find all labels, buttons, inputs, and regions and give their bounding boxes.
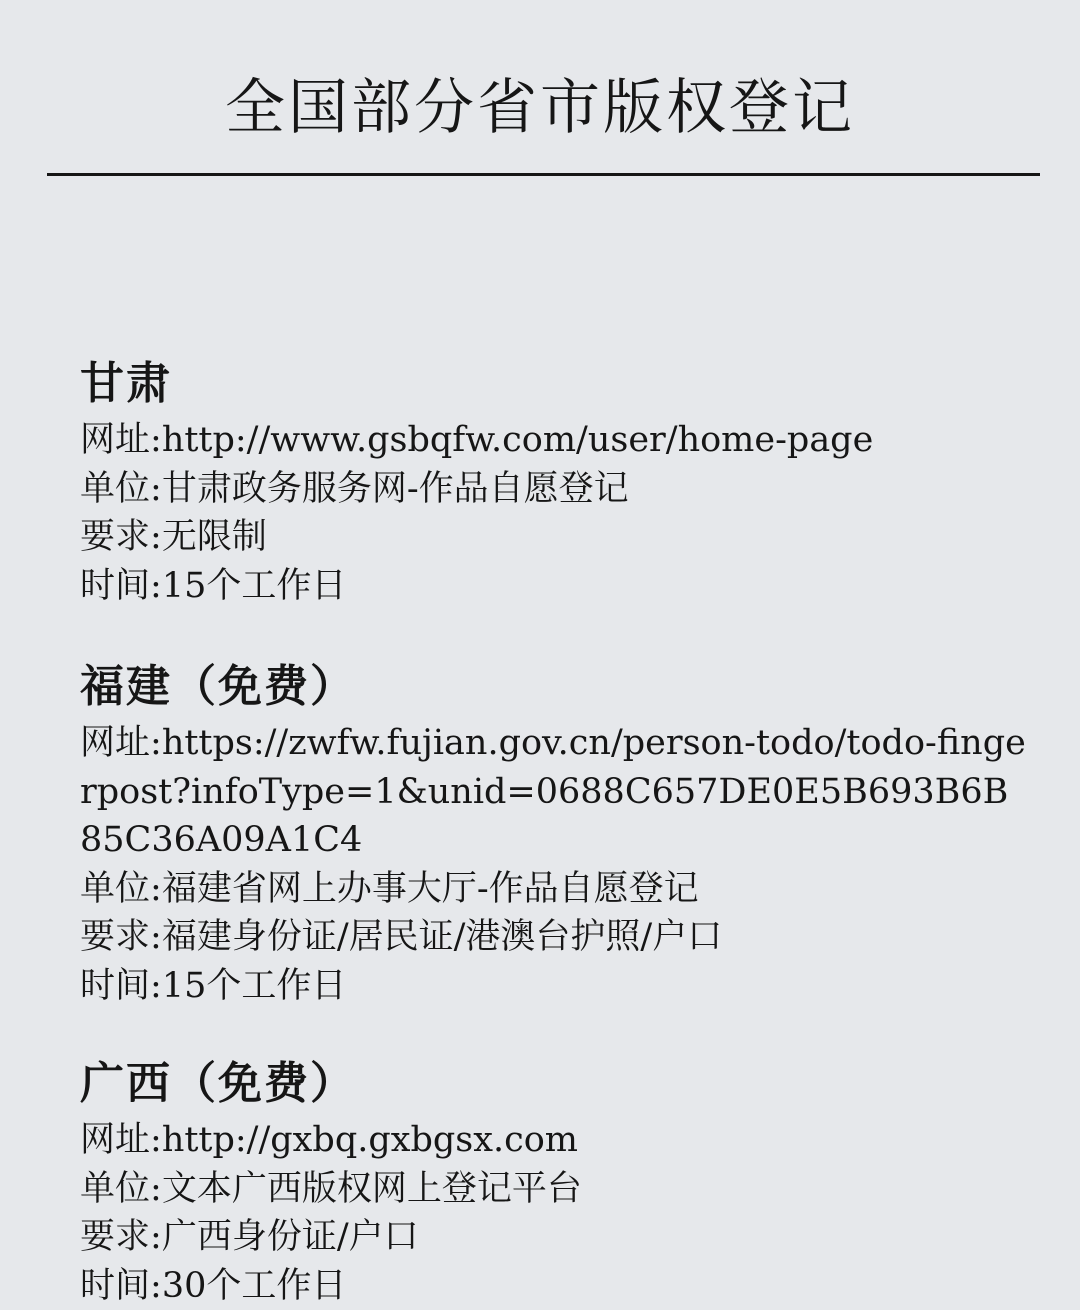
unit-row [80, 1165, 1030, 1214]
row-value: 福建省网上办事大厅-作品自愿登记 [161, 868, 699, 909]
title-divider [47, 173, 1040, 176]
row-value: 无限制 [161, 517, 267, 557]
row-separator: : [150, 965, 162, 1006]
row-separator: : [150, 420, 162, 460]
row-value: 福建身份证/居民证/港澳台护照/户口 [161, 917, 723, 957]
url-row [80, 719, 1030, 865]
row-label: 时间 [80, 965, 151, 1006]
unit-row [80, 865, 1030, 914]
row-label: 单位 [80, 1168, 151, 1209]
section-guangxi [80, 1056, 1030, 1310]
requirement-row [80, 513, 1030, 562]
url-link[interactable]: http://gxbq.gxbgsx.com [161, 1120, 578, 1160]
section-fujian [80, 659, 1030, 1010]
row-separator: : [150, 1265, 162, 1306]
requirement-row [80, 913, 1030, 962]
row-separator: : [150, 917, 162, 957]
section-heading: 广西（免费） [80, 1058, 356, 1109]
row-value: 广西身份证/户口 [161, 1217, 419, 1257]
row-label: 网址 [80, 723, 151, 763]
row-value: 甘肃政务服务网-作品自愿登记 [161, 468, 629, 509]
row-separator: : [150, 565, 162, 606]
row-label: 要求 [80, 1217, 151, 1257]
url-link[interactable]: https://zwfw.fujian.gov.cn/person-todo/todo-fingerpost?infoType=1&unid=0688C657DE0E5B693B6B85C36A09A1C4 [80, 723, 1026, 860]
row-separator: : [150, 723, 162, 763]
time-row [80, 562, 1030, 611]
section-gansu [80, 356, 1030, 610]
url-row [80, 416, 1030, 465]
row-label: 网址 [80, 1120, 151, 1160]
page-title: 全国部分省市版权登记 [225, 73, 855, 143]
row-label: 要求 [80, 917, 151, 957]
row-label: 时间 [80, 1265, 151, 1306]
time-row [80, 962, 1030, 1011]
row-label: 时间 [80, 565, 151, 606]
row-value: 文本广西版权网上登记平台 [161, 1168, 582, 1209]
row-separator: : [150, 1217, 162, 1257]
row-value: 15个工作日 [161, 565, 347, 606]
url-row [80, 1116, 1030, 1165]
row-value: 15个工作日 [161, 965, 347, 1006]
row-separator: : [150, 1168, 162, 1209]
row-separator: : [150, 1120, 162, 1160]
row-label: 单位 [80, 868, 151, 909]
row-separator: : [150, 868, 162, 909]
requirement-row [80, 1213, 1030, 1262]
unit-row [80, 465, 1030, 514]
url-link[interactable]: http://www.gsbqfw.com/user/home-page [161, 420, 874, 460]
row-separator: : [150, 468, 162, 509]
row-label: 要求 [80, 517, 151, 557]
row-value: 30个工作日 [161, 1265, 347, 1306]
row-label: 单位 [80, 468, 151, 509]
row-separator: : [150, 517, 162, 557]
section-heading: 福建（免费） [80, 661, 356, 712]
section-heading: 甘肃 [80, 358, 172, 409]
row-label: 网址 [80, 420, 151, 460]
time-row [80, 1262, 1030, 1310]
